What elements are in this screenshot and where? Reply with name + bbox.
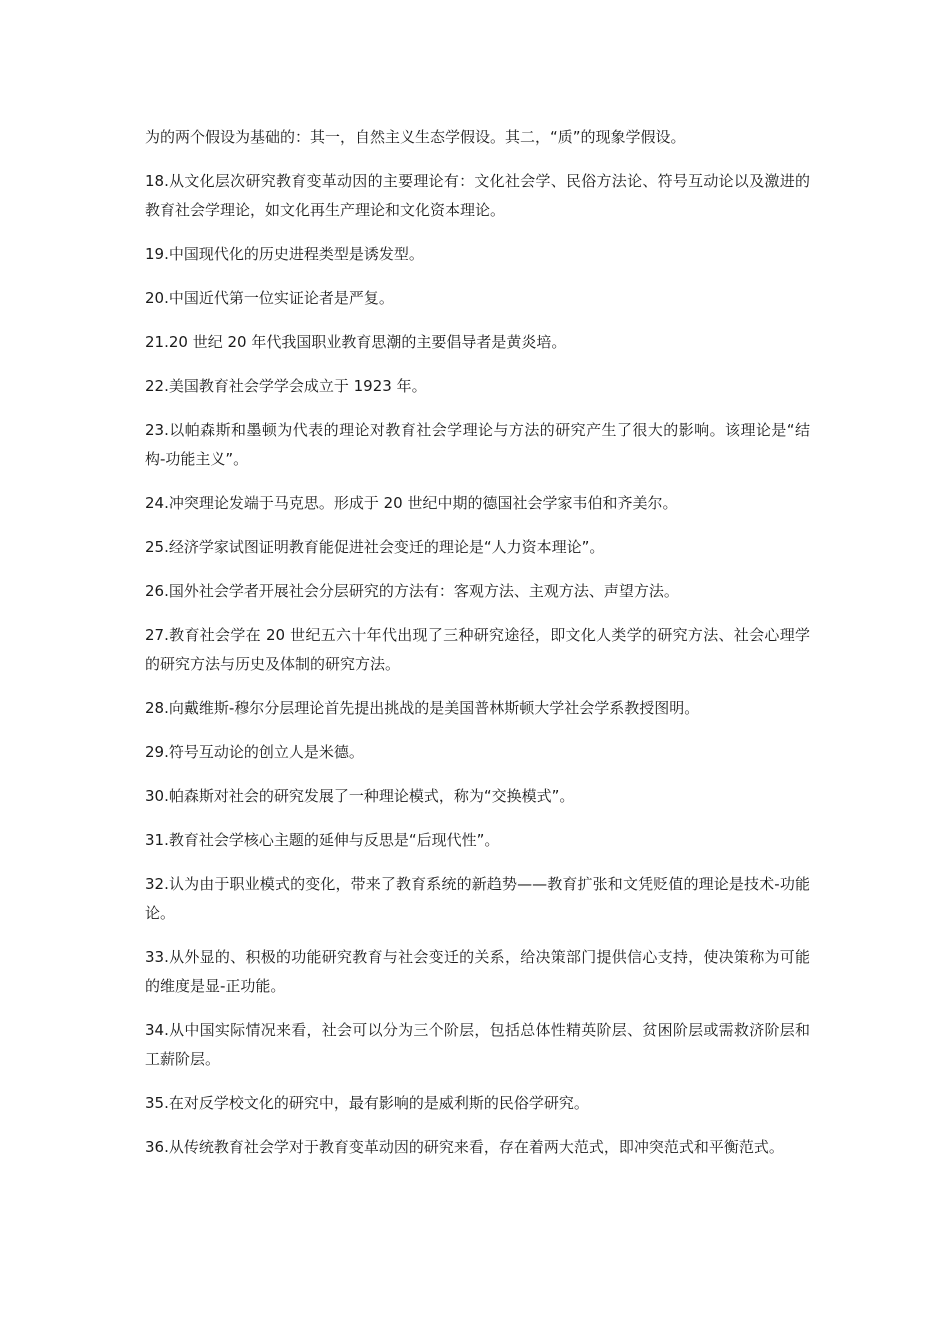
paragraph-item-36: 36.从传统教育社会学对于教育变革动因的研究来看，存在着两大范式，即冲突范式和平衡范式。: [145, 1138, 784, 1156]
paragraph-item-23: 23.以帕森斯和墨顿为代表的理论对教育社会学理论与方法的研究产生了很大的影响。该理论是“结构-功能主义”。: [145, 421, 810, 468]
paragraph-item-31: 31.教育社会学核心主题的延伸与反思是“后现代性”。: [145, 831, 500, 849]
paragraph-continuation: 为的两个假设为基础的：其一，自然主义生态学假设。其二，“质”的现象学假设。: [145, 128, 686, 146]
paragraph-item-21: 21.20 世纪 20 年代我国职业教育思潮的主要倡导者是黄炎培。: [145, 333, 567, 351]
paragraph-item-27: 27.教育社会学在 20 世纪五六十年代出现了三种研究途径，即文化人类学的研究方法、社会心理学的研究方法与历史及体制的研究方法。: [145, 626, 810, 673]
paragraph-item-24: 24.冲突理论发端于马克思。形成于 20 世纪中期的德国社会学家韦伯和齐美尔。: [145, 494, 678, 512]
paragraph-item-19: 19.中国现代化的历史进程类型是诱发型。: [145, 245, 424, 263]
paragraph-item-18: 18.从文化层次研究教育变革动因的主要理论有：文化社会学、民俗方法论、符号互动论以及激进的教育社会学理论，如文化再生产理论和文化资本理论。: [145, 172, 810, 219]
paragraph-item-25: 25.经济学家试图证明教育能促进社会变迁的理论是“人力资本理论”。: [145, 538, 605, 556]
paragraph-item-28: 28.向戴维斯-穆尔分层理论首先提出挑战的是美国普林斯顿大学社会学系教授图明。: [145, 699, 700, 717]
paragraph-item-35: 35.在对反学校文化的研究中，最有影响的是威利斯的民俗学研究。: [145, 1094, 589, 1112]
document-page: [145, 123, 810, 1177]
paragraph-item-26: 26.国外社会学者开展社会分层研究的方法有：客观方法、主观方法、声望方法。: [145, 582, 679, 600]
paragraph-item-33: 33.从外显的、积极的功能研究教育与社会变迁的关系，给决策部门提供信心支持，使决策称为可能的维度是显-正功能。: [145, 948, 810, 995]
paragraph-item-34: 34.从中国实际情况来看，社会可以分为三个阶层，包括总体性精英阶层、贫困阶层或需救济阶层和工薪阶层。: [145, 1021, 810, 1068]
paragraph-item-30: 30.帕森斯对社会的研究发展了一种理论模式，称为“交换模式”。: [145, 787, 575, 805]
paragraph-item-32: 32.认为由于职业模式的变化，带来了教育系统的新趋势——教育扩张和文凭贬值的理论是技术-功能论。: [145, 875, 810, 922]
paragraph-item-20: 20.中国近代第一位实证论者是严复。: [145, 289, 394, 307]
paragraph-item-29: 29.符号互动论的创立人是米德。: [145, 743, 364, 761]
paragraph-item-22: 22.美国教育社会学学会成立于 1923 年。: [145, 377, 427, 395]
